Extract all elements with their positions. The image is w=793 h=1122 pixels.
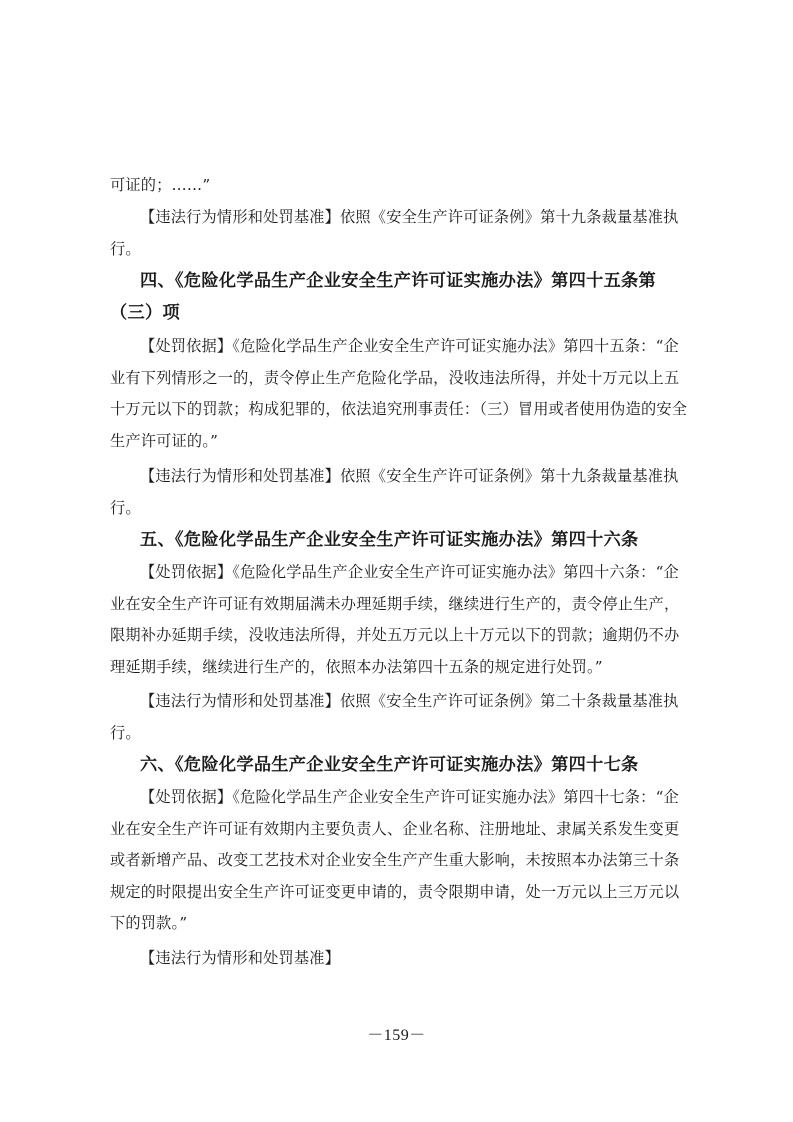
section-heading-5: 五、《危险化学品生产企业安全生产许可证实施办法》第四十六条 [140, 530, 639, 550]
section-heading-6: 六、《危险化学品生产企业安全生产许可证实施办法》第四十七条 [140, 755, 639, 775]
page-number: －159－ [367, 1027, 426, 1044]
paragraph-penalty-basis-4: 【处罚依据】《危险化学品生产企业安全生产许可证实施办法》第四十五条：“企业有下列情形之一的，责令停止生产危险化学品，没收违法所得，并处十万元以上五十万元以下的罚款；构成犯罪的，依法追究刑事责任：（三）冒用或者使用伪造的安全生产许可证的。” [110, 337, 688, 450]
paragraph-penalty-standard-6: 【违法行为情形和处罚基准】 [140, 949, 341, 967]
paragraph-penalty-standard-1: 【违法行为情形和处罚基准】依照《安全生产许可证条例》第十九条裁量基准执行。 [110, 208, 679, 258]
paragraph-penalty-standard-4: 【违法行为情形和处罚基准】依照《安全生产许可证条例》第十九条裁量基准执行。 [110, 467, 679, 517]
paragraph-penalty-basis-6: 【处罚依据】《危险化学品生产企业安全生产许可证实施办法》第四十七条：“企业在安全生产许可证有效期内主要负责人、企业名称、注册地址、隶属关系发生变更或者新增产品、改变工艺技术对企业安全生产产生重大影响，未按照本办法第三十条规定的时限提出安全生产许可证变更申请的，责令限期申请，处一万元以上三万元以下的罚款。” [110, 788, 680, 932]
section-heading-4: 四、《危险化学品生产企业安全生产许可证实施办法》第四十五条第（三）项 [110, 271, 657, 323]
paragraph-penalty-basis-5: 【处罚依据】《危险化学品生产企业安全生产许可证实施办法》第四十六条：“企业在安全生产许可证有效期届满未办理延期手续，继续进行生产的，责令停止生产，限期补办延期手续，没收违法所得，并处五万元以上十万元以下的罚款；逾期仍不办理延期手续，继续进行生产的，依照本办法第四十五条的规定进行处罚。” [110, 563, 680, 676]
paragraph-continuation: 可证的；……” [110, 176, 211, 194]
paragraph-penalty-standard-5: 【违法行为情形和处罚基准】依照《安全生产许可证条例》第二十条裁量基准执行。 [110, 692, 679, 742]
